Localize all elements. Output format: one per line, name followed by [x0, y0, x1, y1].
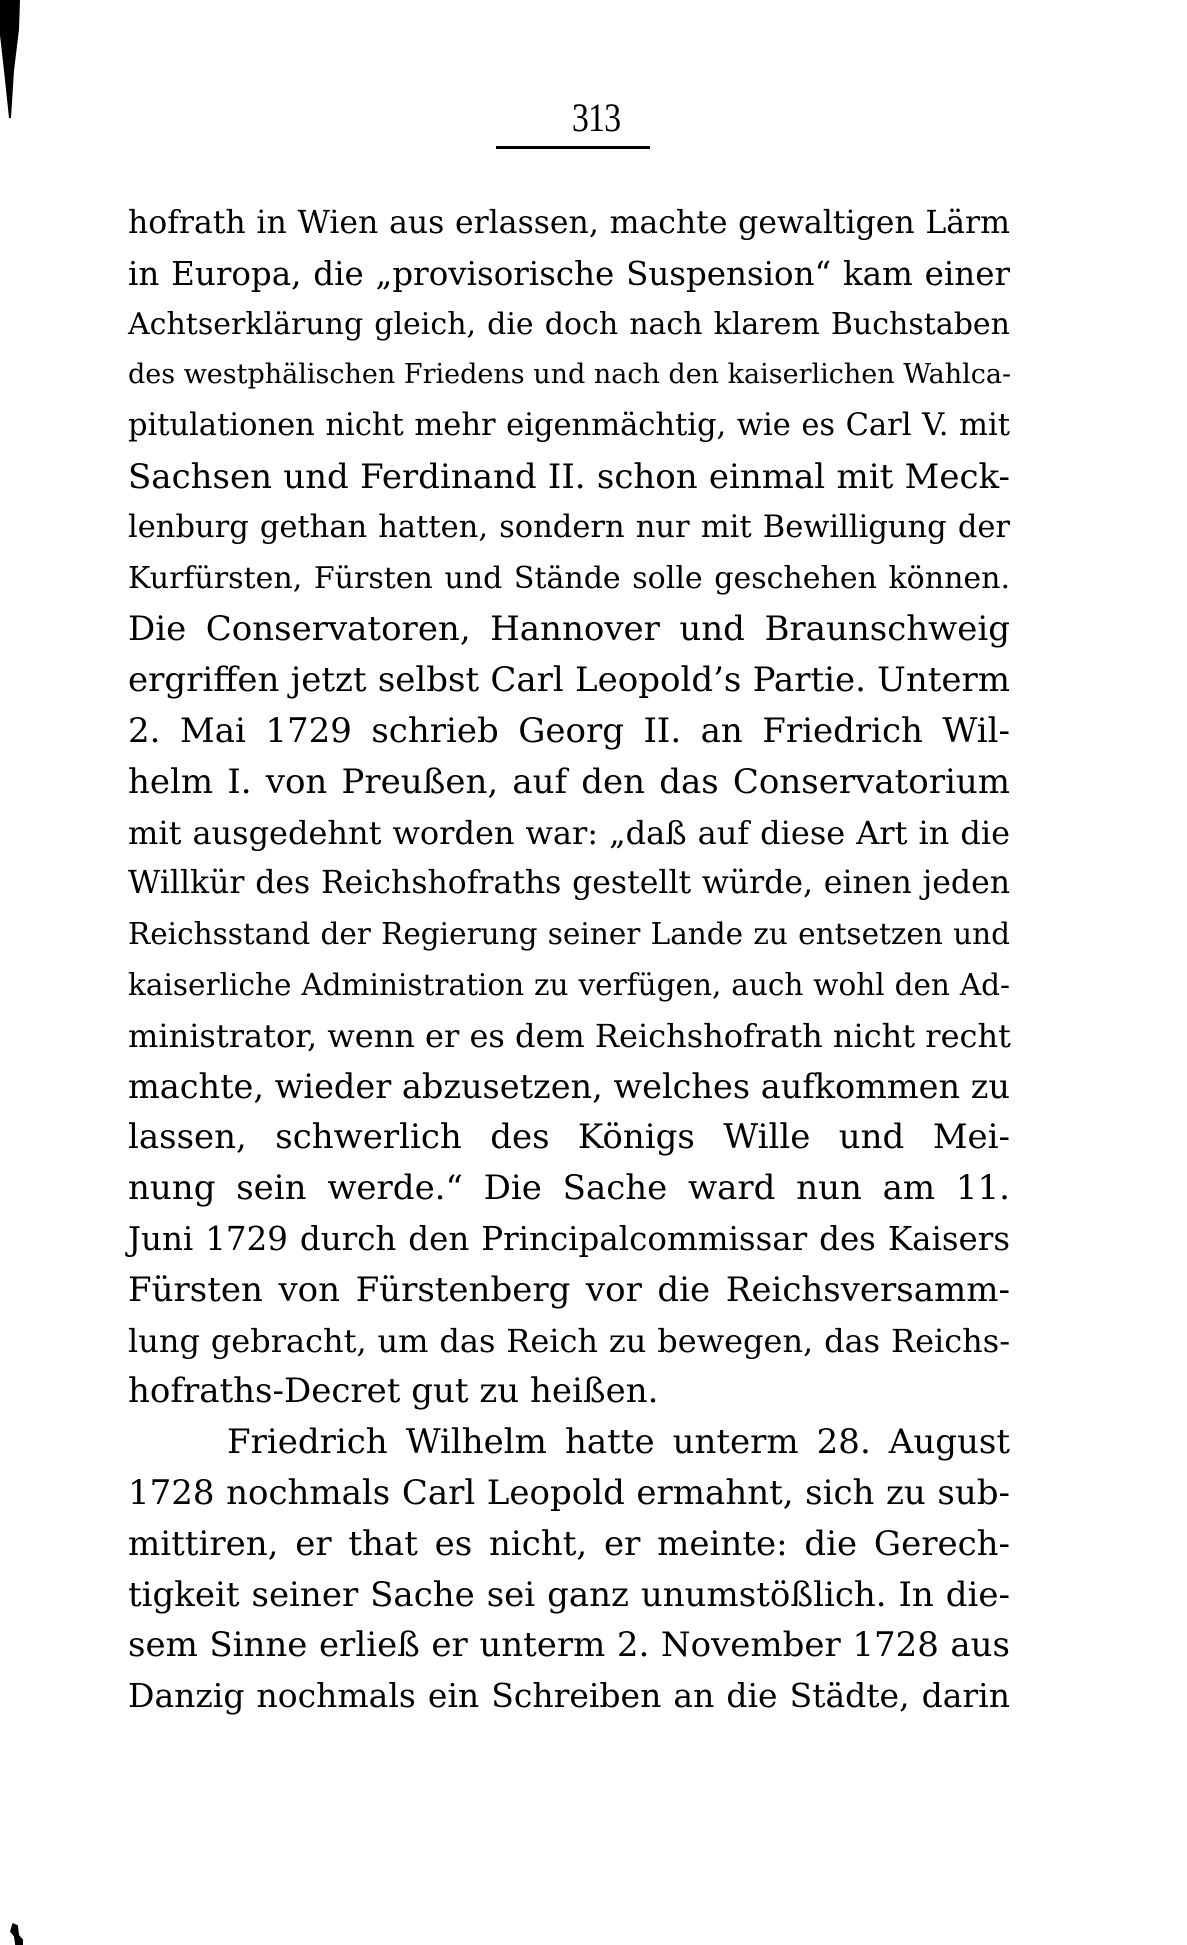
text-line: sem Sinne erließ er unterm 2. November 1728 aus: [128, 1625, 1010, 1666]
scan-edge-mark: [0, 0, 20, 118]
header-rule: [496, 146, 650, 149]
paragraph-start-line: Friedrich Wilhelm hatte unterm 28. August: [227, 1422, 1010, 1463]
text-line: Willkür des Reichshofraths gestellt würde, einen jeden: [128, 865, 1010, 902]
text-line: 2. Mai 1729 schrieb Georg II. an Friedrich Wil-: [128, 710, 1010, 751]
text-line: Achtserklärung gleich, die doch nach klarem Buchstaben: [128, 306, 1010, 342]
scan-speck: [10, 1923, 23, 1945]
body-text: [128, 198, 1010, 1722]
text-line: ergriffen jetzt selbst Carl Leopold’s Partie. Unterm: [128, 660, 1010, 701]
text-line: Sachsen und Ferdinand II. schon einmal mit Meck-: [128, 456, 1010, 497]
text-line: kaiserliche Administration zu verfügen, auch wohl den Ad-: [128, 967, 1010, 1002]
text-line: lung gebracht, um das Reich zu bewegen, das Reichs-: [128, 1321, 1010, 1360]
text-line: machte, wieder abzusetzen, welches aufkommen zu: [128, 1066, 1010, 1106]
text-line: lenburg gethan hatten, sondern nur mit Bewilligung der: [128, 509, 1010, 545]
page-number: 313: [571, 95, 621, 140]
text-line: tigkeit seiner Sache sei ganz unumstößlich. In die-: [128, 1574, 1010, 1615]
text-line: Reichsstand der Regierung seiner Lande zu entsetzen und: [128, 917, 1010, 952]
text-line: Die Conservatoren, Hannover und Braunschweig: [128, 609, 1010, 650]
text-line: mit ausgedehnt worden war: „daß auf diese Art in die: [128, 813, 1010, 852]
text-line: Juni 1729 durch den Principalcommissar des Kaisers: [128, 1219, 1010, 1258]
text-line: lassen, schwerlich des Königs Wille und Mei-: [128, 1117, 1010, 1158]
text-line: hofraths-Decret gut zu heißen.: [128, 1371, 659, 1412]
text-line: mittiren, er that es nicht, er meinte: die Gerech-: [128, 1523, 1010, 1564]
text-line: Danzig nochmals ein Schreiben an die Städte, darin: [128, 1676, 1010, 1716]
text-line: 1728 nochmals Carl Leopold ermahnt, sich zu sub-: [128, 1472, 1010, 1513]
text-line: in Europa, die „provisorische Suspension“ kam einer: [128, 254, 1010, 293]
text-line: pitulationen nicht mehr eigenmächtig, wie es Carl V. mit: [128, 408, 1010, 444]
text-line: hofrath in Wien aus erlassen, machte gewaltigen Lärm: [128, 205, 1010, 241]
text-line: helm I. von Preußen, auf den das Conservatorium: [128, 761, 1010, 802]
text-line: Kurfürsten, Fürsten und Stände solle geschehen können.: [128, 560, 1010, 596]
text-line: nung sein werde.“ Die Sache ward nun am 11.: [128, 1168, 1010, 1209]
text-line: Fürsten von Fürstenberg vor die Reichsversamm-: [128, 1269, 1010, 1310]
text-line: des westphälischen Friedens und nach den kaiserlichen Wahlca-: [128, 359, 1012, 391]
text-line: ministrator, wenn er es dem Reichshofrath nicht recht: [128, 1016, 1011, 1055]
